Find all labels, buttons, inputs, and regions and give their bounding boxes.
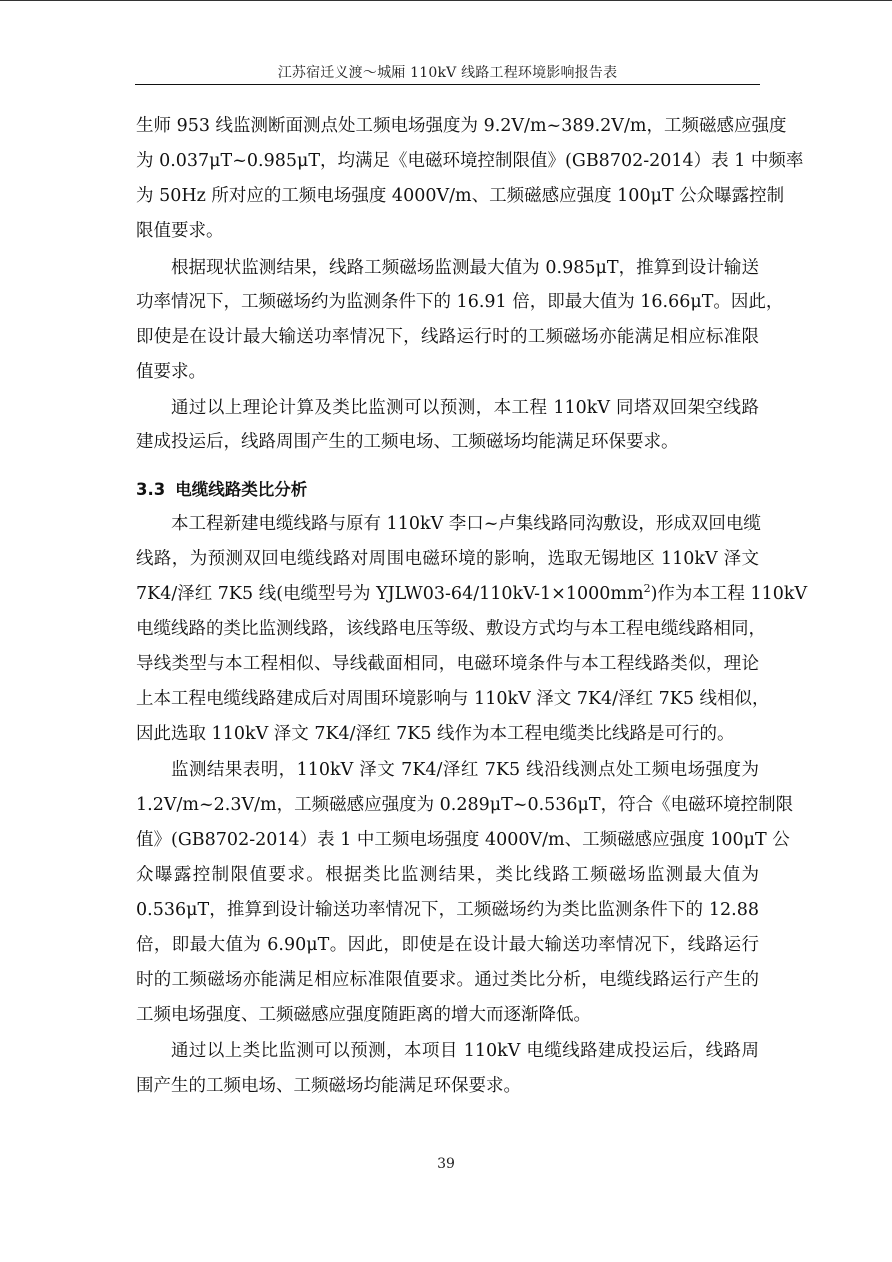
paragraph-line: 线路，为预测双回电缆线路对周围电磁环境的影响，选取无锡地区 110kV 泽文 — [136, 549, 759, 569]
paragraph-line: 本工程新建电缆线路与原有 110kV 李口~卢集线路同沟敷设，形成双回电缆 — [171, 514, 761, 534]
paragraph-line: 工频电场强度、工频磁感应强度随距离的增大而逐渐降低。 — [136, 1005, 591, 1025]
paragraph-line: 功率情况下，工频磁场约为监测条件下的 16.91 倍，即最大值为 16.66μT。因此， — [136, 292, 784, 312]
page-number: 39 — [437, 1156, 455, 1172]
cable-model-tail: )作为本工程 110kV — [650, 584, 808, 604]
cable-model-text: 7K4/泽红 7K5 线(电缆型号为 YJLW03-64/110kV-1×1000mm — [136, 584, 644, 604]
paragraph-line: 通过以上理论计算及类比监测可以预测，本工程 110kV 同塔双回架空线路 — [171, 398, 759, 418]
paragraph-line: 电缆线路的类比监测线路，该线路电压等级、敷设方式均与本工程电缆线路相同， — [136, 619, 766, 639]
section-number: 3.3 — [136, 480, 166, 499]
running-header: 江苏宿迁义渡～城厢 110kV 线路工程环境影响报告表 — [277, 65, 618, 81]
paragraph-line — [136, 577, 808, 611]
paragraph-line: 围产生的工频电场、工频磁场均能满足环保要求。 — [136, 1076, 521, 1096]
paragraph-line: 为 0.037μT~0.985μT，均满足《电磁环境控制限值》(GB8702-2014）表 1 中频率 — [136, 151, 804, 171]
paragraph-line: 根据现状监测结果，线路工频磁场监测最大值为 0.985μT，推算到设计输送 — [171, 258, 759, 278]
paragraph-line: 因此选取 110kV 泽文 7K4/泽红 7K5 线作为本工程电缆类比线路是可行的。 — [136, 724, 735, 744]
section-title: 电缆线路类比分析 — [175, 480, 308, 499]
paragraph-line: 即使是在设计最大输送功率情况下，线路运行时的工频磁场亦能满足相应标准限 — [136, 327, 759, 347]
paragraph-line: 通过以上类比监测可以预测，本项目 110kV 电缆线路建成投运后，线路周 — [171, 1041, 759, 1061]
paragraph-line: 倍，即最大值为 6.90μT。因此，即使是在设计最大输送功率情况下，线路运行 — [136, 935, 759, 955]
paragraph-line: 为 50Hz 所对应的工频电场强度 4000V/m、工频磁感应强度 100μT 公众曝露控制 — [136, 186, 785, 206]
paragraph-line: 限值要求。 — [136, 221, 224, 241]
paragraph-line: 0.536μT，推算到设计输送功率情况下，工频磁场约为类比监测条件下的 12.88 — [136, 900, 759, 920]
superscript-2: 2 — [643, 582, 651, 596]
paragraph-line: 值要求。 — [136, 362, 206, 382]
paragraph-line: 1.2V/m~2.3V/m，工频磁感应强度为 0.289μT~0.536μT，符合《电磁环境控制限 — [136, 795, 794, 815]
paragraph-line: 生师 953 线监测断面测点处工频电场强度为 9.2V/m~389.2V/m，工频磁感应强度 — [136, 116, 787, 136]
paragraph-line: 导线类型与本工程相似、导线截面相同，电磁环境条件与本工程线路类似，理论 — [136, 654, 759, 674]
paragraph-line: 上本工程电缆线路建成后对周围环境影响与 110kV 泽文 7K4/泽红 7K5 线相似， — [136, 689, 770, 709]
paragraph-line: 时的工频磁场亦能满足相应标准限值要求。通过类比分析，电缆线路运行产生的 — [136, 970, 759, 990]
header-rule — [135, 84, 760, 85]
paragraph-line: 值》(GB8702-2014）表 1 中工频电场强度 4000V/m、工频磁感应强度 100μT 公 — [136, 830, 790, 850]
page-top-border — [0, 0, 892, 1]
paragraph-line: 众曝露控制限值要求。根据类比监测结果，类比线路工频磁场监测最大值为 — [136, 865, 759, 885]
paragraph-line: 监测结果表明，110kV 泽文 7K4/泽红 7K5 线沿线测点处工频电场强度为 — [171, 760, 759, 780]
section-heading — [136, 473, 307, 507]
paragraph-line: 建成投运后，线路周围产生的工频电场、工频磁场均能满足环保要求。 — [136, 432, 679, 452]
